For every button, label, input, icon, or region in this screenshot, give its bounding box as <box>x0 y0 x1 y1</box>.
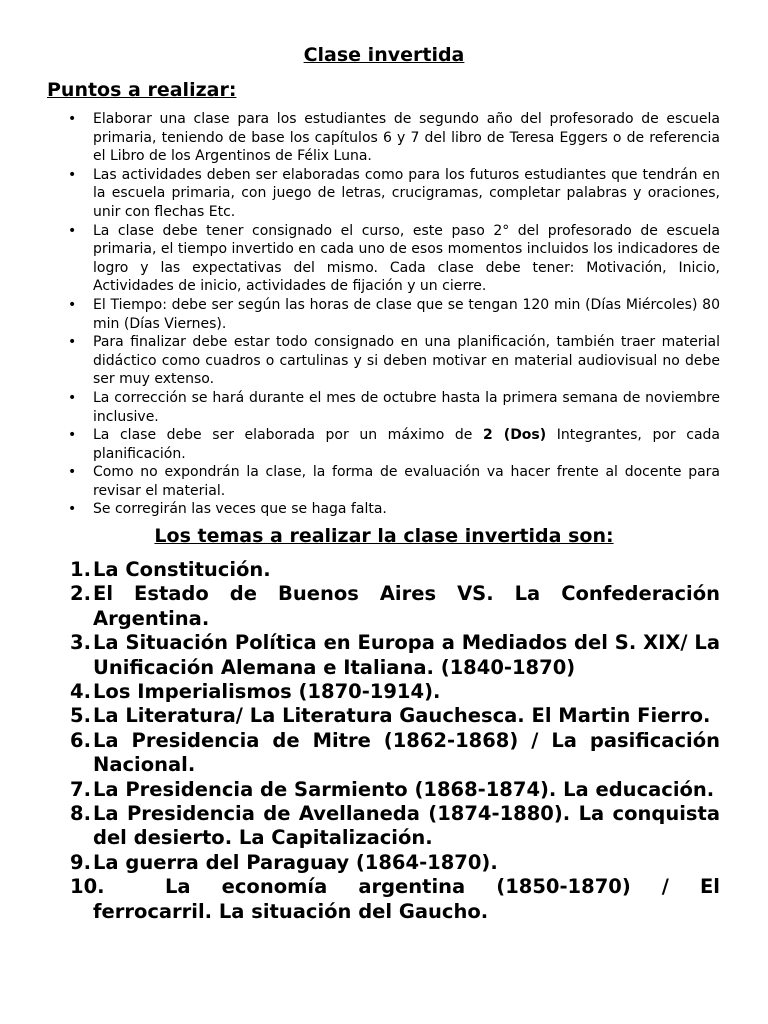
list-item <box>0 166 768 222</box>
point-text: Se corregirán las veces que se haga falta. <box>93 501 387 518</box>
topic-number: 5. <box>70 704 91 728</box>
topic-item <box>0 704 768 728</box>
topic-item <box>0 582 768 631</box>
document-title: Clase invertida <box>303 44 465 66</box>
list-item <box>0 426 768 463</box>
topics-heading: Los temas a realizar la clase invertida son: <box>154 525 614 547</box>
list-item <box>0 333 768 389</box>
topic-number: 8. <box>70 802 91 826</box>
points-list <box>0 110 768 519</box>
bullet-icon: • <box>68 427 77 444</box>
topic-text: Los Imperialismos (1870-1914). <box>93 680 441 704</box>
topic-number: 6. <box>70 728 91 752</box>
topic-number: 10. <box>70 875 105 899</box>
topic-text: La Presidencia de Sarmiento (1868-1874). La educación. <box>93 777 715 801</box>
topic-text: La Literatura/ La Literatura Gauchesca. El Martin Fierro. <box>93 704 711 728</box>
point-text-post: Integrantes, por cada planificación. <box>93 427 721 462</box>
list-item <box>0 296 768 333</box>
topic-item <box>0 778 768 802</box>
point-text: Como no expondrán la clase, la forma de evaluación va hacer frente al docente para revisar el material. <box>93 464 720 499</box>
bullet-icon: • <box>68 111 77 127</box>
topic-text: La Situación Política en Europa a Mediados del S. XIX/ La Unificación Alemana e Italiana. (1840-1870) <box>93 631 720 679</box>
bullet-icon: • <box>68 389 77 406</box>
topic-number: 2. <box>70 582 91 606</box>
bullet-icon: • <box>68 296 77 313</box>
bullet-icon: • <box>68 464 77 481</box>
topic-item <box>0 875 768 924</box>
topic-text: El Estado de Buenos Aires VS. La Confederación Argentina. <box>93 582 720 630</box>
list-item <box>0 110 768 166</box>
topic-text: La guerra del Paraguay (1864-1870). <box>93 850 498 874</box>
topic-item <box>0 631 768 680</box>
topic-text: La Presidencia de Avellaneda (1874-1880). La conquista del desierto. La Capitalización. <box>93 802 720 850</box>
topic-text: La Presidencia de Mitre (1862-1868) / La pasificación Nacional. <box>93 728 720 777</box>
topic-item <box>0 729 768 778</box>
point-text: La clase debe tener consignado el curso, este paso 2° del profesorado de escuela primaria, el tiempo invertido en cada uno de esos momentos incluidos los indicadores de logro y las expectativas del mismo. Cada clase debe tener: Motivación, Inicio, Actividades de inicio, actividades de fijación y un cierre. <box>93 222 720 295</box>
topic-item <box>0 558 768 582</box>
point-text: Las actividades deben ser elaboradas como para los futuros estudiantes que tendrán en la escuela primaria, con juego de letras, crucigramas, completar palabras y oraciones, unir con flechas Etc. <box>93 166 720 220</box>
topic-text: La economía argentina (1850-1870) / El ferrocarril. La situación del Gaucho. <box>93 875 720 923</box>
topics-list <box>0 558 768 924</box>
point-text: La corrección se hará durante el mes de octubre hasta la primera semana de noviembre inclusive. <box>93 389 720 425</box>
list-item <box>0 222 768 296</box>
topic-item <box>0 802 768 851</box>
topic-number: 9. <box>70 850 91 874</box>
topic-number: 7. <box>70 777 91 801</box>
point-text: El Tiempo: debe ser según las horas de clase que se tengan 120 min (Días Miércoles) 80 min (Días Viernes). <box>93 296 720 332</box>
list-item <box>0 500 768 519</box>
topic-item <box>0 680 768 704</box>
topic-number: 4. <box>70 680 91 704</box>
point-text: Para finalizar debe estar todo consignado en una planificación, también traer material didáctico como cuadros o cartulinas y si deben motivar en material audiovisual no debe ser muy extenso. <box>93 334 720 388</box>
bullet-icon: • <box>68 166 77 183</box>
point-text: Elaborar una clase para los estudiantes de segundo año del profesorado de escuela primaria, teniendo de base los capítulos 6 y 7 del libro de Teresa Eggers o de referencia el Libro de los Argentinos de Félix Luna. <box>93 111 720 165</box>
topic-number: 1. <box>70 558 91 581</box>
list-item <box>0 463 768 500</box>
bullet-icon: • <box>68 501 77 518</box>
point-text-pre: La clase debe ser elaborada por un máximo de <box>93 427 484 444</box>
section-subtitle: Puntos a realizar: <box>47 79 237 101</box>
list-item <box>0 389 768 426</box>
point-text-bold: 2 (Dos) <box>483 427 547 444</box>
topic-text: La Constitución. <box>93 558 271 581</box>
topic-number: 3. <box>70 631 91 655</box>
bullet-icon: • <box>68 334 77 351</box>
bullet-icon: • <box>68 222 77 239</box>
topic-item <box>0 851 768 875</box>
